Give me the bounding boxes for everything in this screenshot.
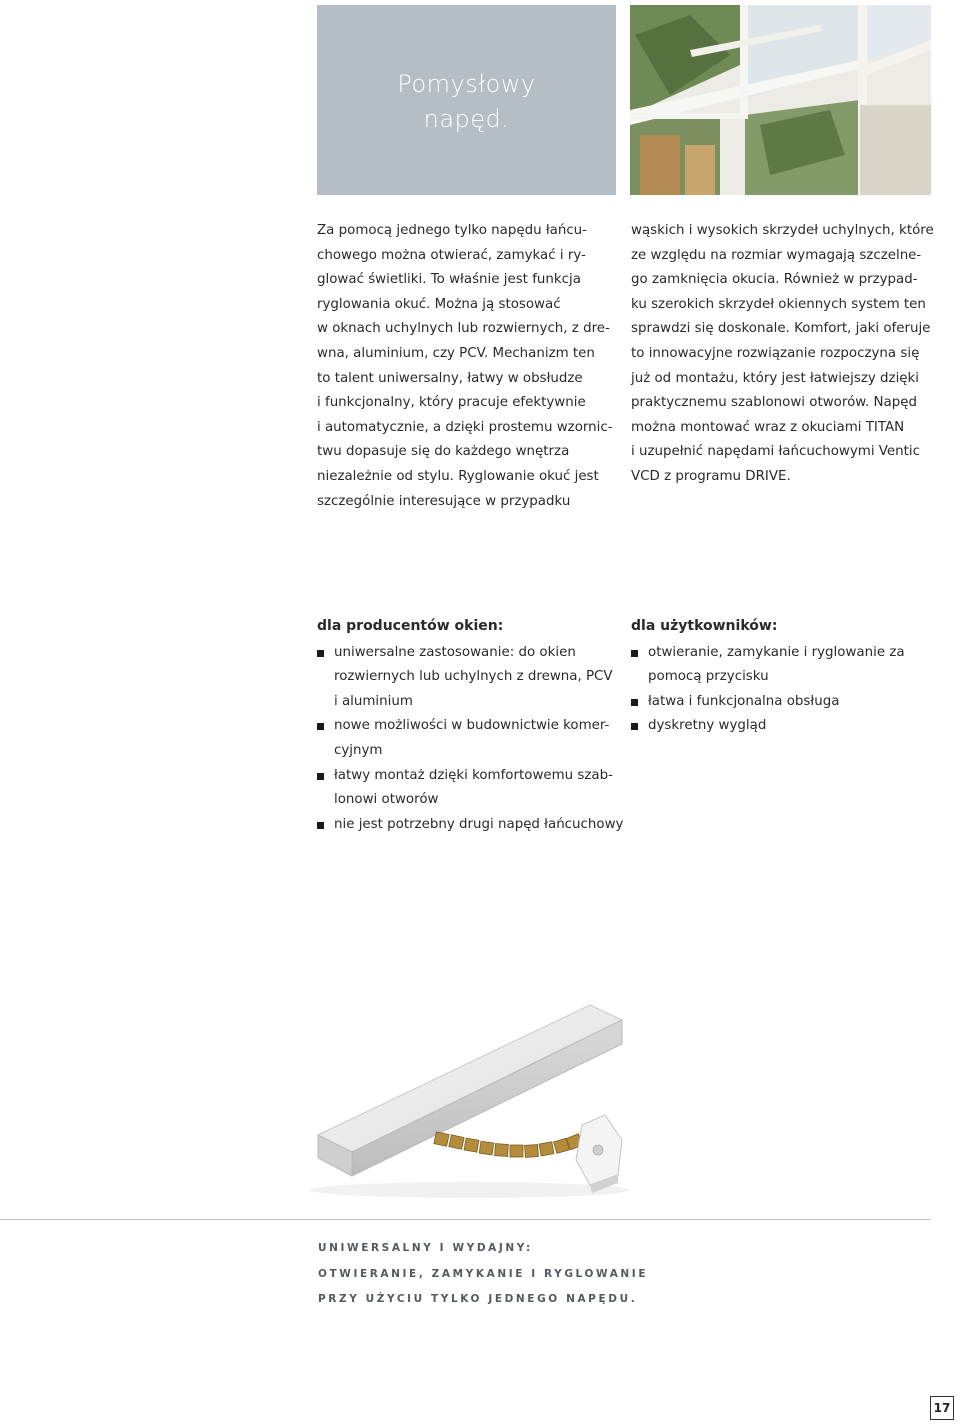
text-line: i uzupełnić napędami łańcuchowymi Ventic <box>631 444 920 460</box>
interior-window-illustration <box>630 5 931 195</box>
text-line: i automatycznie, a dzięki prostemu wzornic- <box>317 419 613 435</box>
text-line: Za pomocą jednego tylko napędu łańcu- <box>317 223 587 238</box>
users-heading: dla użytkowników: <box>631 618 778 634</box>
text-line: rozwiernych lub uchylnych z drewna, PCV <box>334 669 613 685</box>
text-line: łatwy montaż dzięki komfortowemu szab- <box>334 767 613 783</box>
text-line: nowe możliwości w budownictwie komer- <box>334 718 610 734</box>
divider-line <box>0 1219 931 1220</box>
list-item <box>317 714 622 763</box>
bullet-square-icon <box>317 723 324 730</box>
page-title-line-1: Pomysłowy <box>397 70 536 98</box>
text-line: niezależnie od stylu. Ryglowanie okuć jest <box>317 468 599 484</box>
text-line: już od montażu, który jest łatwiejszy dzięki <box>631 370 920 386</box>
product-caption <box>318 1236 648 1313</box>
text-line: twu dopasuje się do każdego wnętrza <box>317 444 570 460</box>
text-line: dyskretny wygląd <box>648 718 767 734</box>
interior-window-photo <box>630 5 931 195</box>
intro-paragraph-left <box>317 219 617 514</box>
text-line: i aluminium <box>334 693 413 709</box>
list-item <box>317 764 622 813</box>
list-item <box>631 690 931 715</box>
producers-list <box>317 641 622 838</box>
text-line: uniwersalne zastosowanie: do okien <box>334 644 576 660</box>
users-benefits <box>631 614 931 739</box>
bullet-square-icon <box>631 650 638 657</box>
text-line: chowego można otwierać, zamykać i ry- <box>317 247 586 263</box>
text-line: pomocą przycisku <box>648 669 769 685</box>
text-line: ryglowania okuć. Można ją stosować <box>317 296 561 312</box>
intro-column-left <box>317 219 617 514</box>
caption-line-1: UNIWERSALNY I WYDAJNY: <box>318 1242 533 1254</box>
text-line: go zamknięcia okucia. Również w przypad- <box>631 272 918 288</box>
producers-benefits <box>317 614 622 837</box>
list-item <box>631 714 931 739</box>
bullet-square-icon <box>317 822 324 829</box>
text-line: cyjnym <box>334 742 383 758</box>
text-line: to talent uniwersalny, łatwy w obsłudze <box>317 370 583 386</box>
text-line: otwieranie, zamykanie i ryglowanie za <box>648 644 905 660</box>
intro-paragraph-right <box>631 219 934 490</box>
producers-heading: dla producentów okien: <box>317 618 504 634</box>
bullet-square-icon <box>631 699 638 706</box>
text-line: wna, aluminium, czy PCV. Mechanizm ten <box>317 345 595 361</box>
bullet-square-icon <box>631 723 638 730</box>
text-line: w oknach uchylnych lub rozwiernych, z dre- <box>317 321 610 337</box>
text-line: szczególnie interesujące w przypadku <box>317 493 571 509</box>
text-line: praktycznemu szablonowi otworów. Napęd <box>631 395 917 411</box>
text-line: i funkcjonalny, który pracuje efektywnie <box>317 395 586 411</box>
page-title <box>317 67 616 137</box>
text-line: ze względu na rozmiar wymagają szczelne- <box>631 247 922 263</box>
text-line: ku szerokich skrzydeł okiennych system ten <box>631 296 926 312</box>
bullet-square-icon <box>317 650 324 657</box>
chain-drive-product-image <box>300 1000 640 1200</box>
text-line: łatwa i funkcjonalna obsługa <box>648 693 840 709</box>
text-line: nie jest potrzebny drugi napęd łańcuchowy <box>334 816 624 832</box>
text-line: to innowacyjne rozwiązanie rozpoczyna się <box>631 345 920 361</box>
page-title-line-2: napęd. <box>423 105 510 133</box>
caption-line-3: PRZY UŻYCIU TYLKO JEDNEGO NAPĘDU. <box>318 1293 638 1305</box>
text-line: wąskich i wysokich skrzydeł uchylnych, które <box>631 223 934 238</box>
caption-line-2: OTWIERANIE, ZAMYKANIE I RYGLOWANIE <box>318 1267 649 1280</box>
intro-column-right <box>631 219 934 490</box>
text-line: można montować wraz z okuciami TITAN <box>631 419 905 435</box>
users-list <box>631 641 931 739</box>
text-line: VCD z programu DRIVE. <box>631 468 791 484</box>
chain-drive-illustration <box>300 1000 640 1200</box>
bullet-square-icon <box>317 773 324 780</box>
text-line: lonowi otworów <box>334 792 439 808</box>
list-item <box>317 813 622 838</box>
list-item <box>317 641 622 715</box>
page-number: 17 <box>930 1396 954 1420</box>
title-panel <box>317 5 616 195</box>
list-item <box>631 641 931 690</box>
text-line: sprawdzi się doskonale. Komfort, jaki oferuje <box>631 321 931 337</box>
text-line: glować świetliki. To właśnie jest funkcja <box>317 272 581 288</box>
